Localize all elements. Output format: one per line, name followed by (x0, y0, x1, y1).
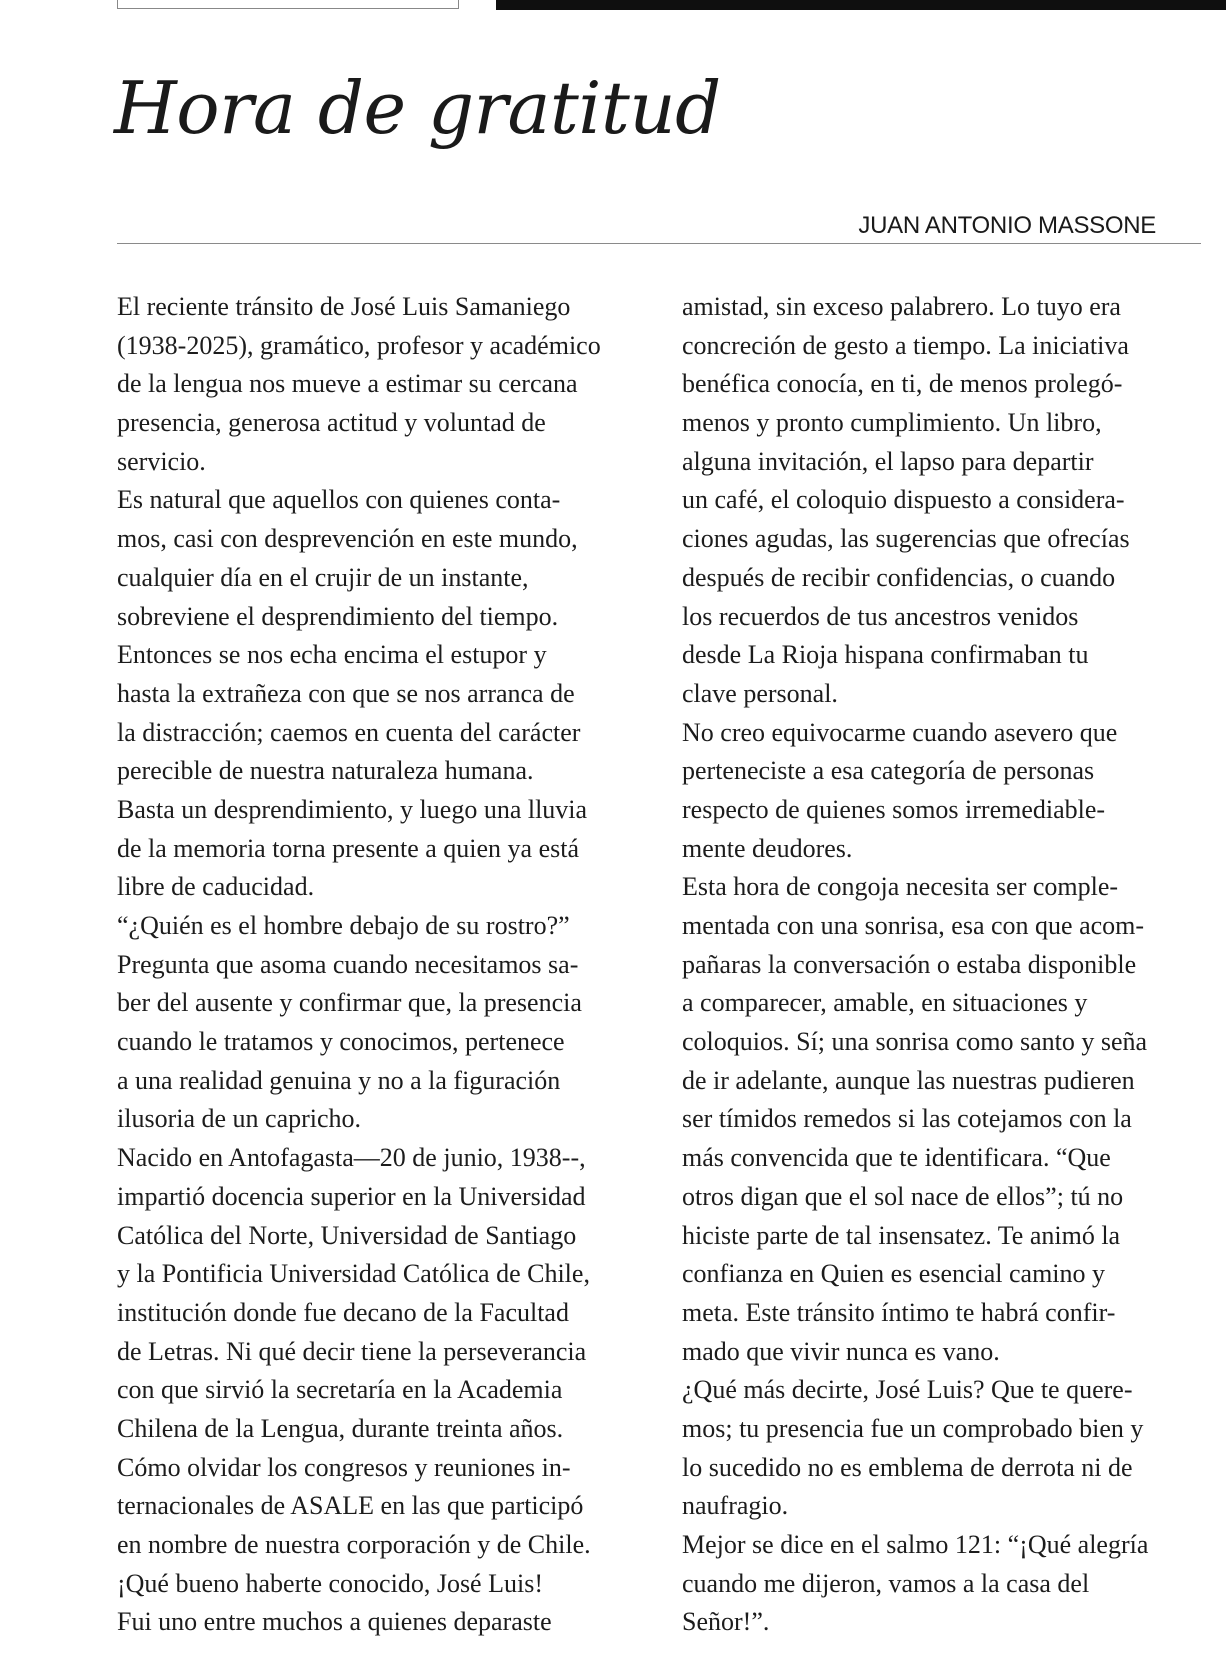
text-line: Mejor se dice en el salmo 121: “¡Qué alegría (682, 1530, 1149, 1559)
text-line: ciones agudas, las sugerencias que ofrecías (682, 524, 1130, 554)
text-line: respecto de quienes somos irremediable- (682, 794, 1106, 824)
text-line: ¿Qué más decirte, José Luis? Que te quere- (682, 1375, 1133, 1405)
text-line: Cómo olvidar los congresos y reuniones in- (117, 1452, 571, 1482)
text-line: presencia, generosa actitud y voluntad de (117, 408, 546, 438)
text-column-right (682, 288, 1148, 1642)
text-line: Entonces se nos echa encima el estupor y (117, 640, 547, 670)
text-line: a comparecer, amable, en situaciones y (682, 988, 1088, 1018)
text-line: sobreviene el desprendimiento del tiempo. (117, 601, 559, 631)
text-line: hasta la extrañeza con que se nos arranca de (117, 678, 575, 708)
text-line: otros digan que el sol nace de ellos”; tú no (682, 1181, 1124, 1211)
text-line: ilusoria de un capricho. (117, 1104, 362, 1134)
text-line: concreción de gesto a tiempo. La iniciativa (682, 330, 1129, 360)
text-line: institución donde fue decano de la Facultad (117, 1297, 569, 1327)
text-line: No creo equivocarme cuando asevero que (682, 717, 1118, 747)
text-line: El reciente tránsito de José Luis Samaniego (117, 292, 571, 321)
text-line: Señor!”. (682, 1607, 770, 1637)
text-line: Es natural que aquellos con quienes conta- (117, 485, 561, 515)
text-line: de la lengua nos mueve a estimar su cercana (117, 369, 578, 399)
text-line: ber del ausente y confirmar que, la presencia (117, 988, 582, 1018)
text-line: pañaras la conversación o estaba disponible (682, 949, 1137, 979)
text-line: cualquier día en el crujir de un instante, (117, 562, 529, 592)
top-rule-right (496, 0, 1226, 10)
text-line: Nacido en Antofagasta—20 de junio, 1938--, (117, 1143, 586, 1173)
text-line: amistad, sin exceso palabrero. Lo tuyo era (682, 292, 1121, 321)
text-line: los recuerdos de tus ancestros venidos (682, 601, 1079, 631)
text-line: naufragio. (682, 1491, 789, 1521)
text-line: Basta un desprendimiento, y luego una lluvia (117, 794, 588, 824)
text-line: Chilena de la Lengua, durante treinta años. (117, 1413, 564, 1443)
text-line: mos; tu presencia fue un comprobado bien y (682, 1413, 1144, 1443)
text-line: clave personal. (682, 678, 838, 708)
text-line: cuando le tratamos y conocimos, pertenece (117, 1027, 565, 1057)
text-line: perteneciste a esa categoría de personas (682, 756, 1095, 786)
text-line: en nombre de nuestra corporación y de Chile. (117, 1530, 591, 1559)
text-line: mentada con una sonrisa, esa con que acom- (682, 911, 1145, 940)
text-line: menos y pronto cumplimiento. Un libro, (682, 408, 1102, 438)
text-line: Esta hora de congoja necesita ser comple- (682, 872, 1119, 902)
text-line: ¡Qué bueno haberte conocido, José Luis! (117, 1568, 543, 1598)
text-line: mente deudores. (682, 833, 853, 863)
text-line: de Letras. Ni qué decir tiene la perseverancia (117, 1336, 587, 1366)
text-line: cuando me dijeron, vamos a la casa del (682, 1568, 1090, 1598)
text-line: coloquios. Sí; una sonrisa como santo y seña (682, 1027, 1148, 1057)
text-line: benéfica conocía, en ti, de menos prolegó- (682, 369, 1123, 399)
text-line: perecible de nuestra naturaleza humana. (117, 756, 534, 786)
text-line: hiciste parte de tal insensatez. Te animó la (682, 1220, 1121, 1250)
top-rule-left (117, 0, 459, 9)
text-line: libre de caducidad. (117, 872, 315, 902)
text-line: (1938-2025), gramático, profesor y académico (117, 330, 601, 360)
text-line: desde La Rioja hispana confirmaban tu (682, 640, 1089, 670)
text-line: Pregunta que asoma cuando necesitamos sa- (117, 949, 579, 979)
text-line: meta. Este tránsito íntimo te habrá confir- (682, 1297, 1116, 1327)
text-line: de la memoria torna presente a quien ya está (117, 833, 580, 863)
text-line: de ir adelante, aunque las nuestras pudieren (682, 1065, 1135, 1095)
text-line: “¿Quién es el hombre debajo de su rostro?” (117, 911, 570, 940)
text-line: impartió docencia superior en la Universidad (117, 1181, 586, 1211)
article-title: Hora de gratitud (114, 66, 721, 150)
text-line: mos, casi con desprevención en este mundo, (117, 524, 578, 554)
text-line: a una realidad genuina y no a la figuración (117, 1065, 561, 1095)
text-line: después de recibir confidencias, o cuando (682, 562, 1116, 592)
text-line: ser tímidos remedos si las cotejamos con la (682, 1104, 1132, 1134)
text-line: más convencida que te identificara. “Que (682, 1143, 1111, 1173)
text-line: alguna invitación, el lapso para departir (682, 446, 1094, 476)
text-line: mado que vivir nunca es vano. (682, 1336, 1000, 1366)
text-line: ternacionales de ASALE en las que participó (117, 1491, 584, 1521)
text-line: un café, el coloquio dispuesto a considera- (682, 485, 1125, 515)
text-column-left (117, 288, 601, 1642)
text-line: la distracción; caemos en cuenta del carácter (117, 717, 581, 747)
text-line: confianza en Quien es esencial camino y (682, 1259, 1106, 1289)
author-divider (117, 243, 1201, 244)
text-line: Católica del Norte, Universidad de Santiago (117, 1220, 577, 1250)
text-line: Fui uno entre muchos a quienes deparaste (117, 1607, 552, 1637)
text-line: y la Pontificia Universidad Católica de Chile, (117, 1259, 590, 1289)
text-line: lo sucedido no es emblema de derrota ni de (682, 1452, 1133, 1482)
text-line: servicio. (117, 446, 206, 476)
article-author: JUAN ANTONIO MASSONE (858, 212, 1156, 239)
text-line: con que sirvió la secretaría en la Academia (117, 1375, 563, 1405)
